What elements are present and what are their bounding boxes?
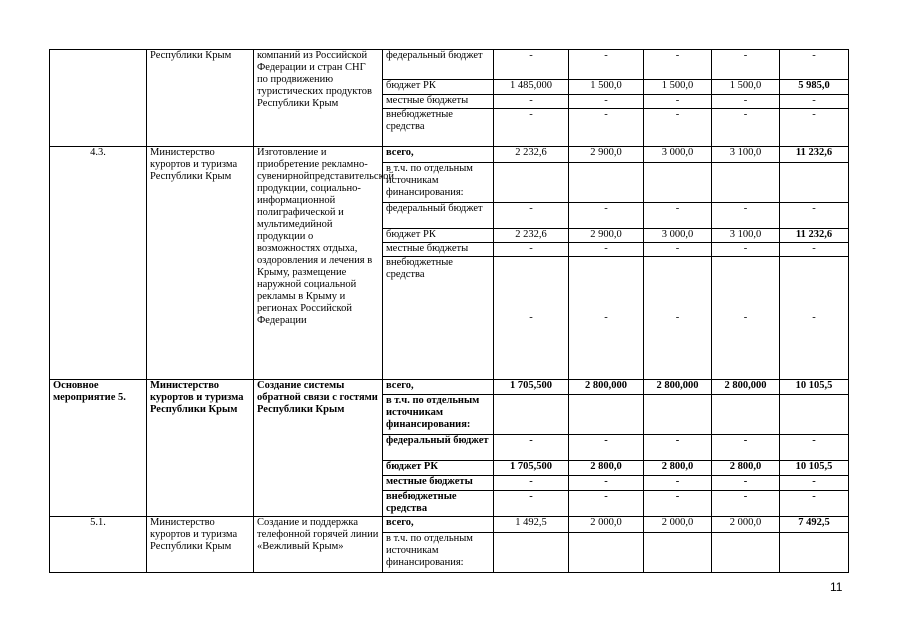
value-cell: - [569,109,644,147]
value-cell: - [494,50,569,80]
value-cell: - [712,95,780,109]
value-cell [494,395,569,435]
value-cell [712,395,780,435]
table-row [50,147,849,163]
value-cell: - [494,491,569,517]
description: Создание системы обратной связи с гостями Республики Крым [254,380,383,517]
funding-source: в т.ч. по отдельным источникам финансирования: [383,395,494,435]
item-number: 4.3. [50,147,147,380]
total-cell: 5 985,0 [780,80,849,95]
value-cell: - [644,243,712,257]
description: Создание и поддержка телефонной горячей линии «Вежливый Крым» [254,517,383,573]
value-cell: 3 100,0 [712,147,780,163]
value-cell: - [494,476,569,491]
total-cell: 7 492,5 [780,517,849,533]
item-number: Основное мероприятие 5. [50,380,147,517]
value-cell: - [644,491,712,517]
funding-source: бюджет РК [383,461,494,476]
value-cell: - [569,491,644,517]
value-cell: - [712,203,780,229]
value-cell: - [494,257,569,380]
value-cell: - [494,95,569,109]
value-cell: 2 800,0 [712,461,780,476]
value-cell: - [780,109,849,147]
total-cell: 11 232,6 [780,147,849,163]
value-cell: - [569,95,644,109]
value-cell: 2 800,0 [644,461,712,476]
value-cell: 1 500,0 [712,80,780,95]
value-cell: 1 705,500 [494,461,569,476]
value-cell: 2 000,0 [644,517,712,533]
value-cell: - [712,476,780,491]
page-number: 11 [830,580,843,594]
value-cell: - [712,243,780,257]
value-cell: - [712,491,780,517]
value-cell: 2 232,6 [494,147,569,163]
value-cell [712,533,780,573]
executor: Республики Крым [147,50,254,147]
funding-source: внебюджетные средства [383,491,494,517]
value-cell [780,163,849,203]
value-cell: 2 800,0 [569,461,644,476]
value-cell: 3 000,0 [644,147,712,163]
value-cell: - [569,203,644,229]
value-cell [780,533,849,573]
value-cell: 2 900,0 [569,229,644,243]
value-cell [569,163,644,203]
value-cell: 3 100,0 [712,229,780,243]
value-cell: - [569,243,644,257]
value-cell: - [494,435,569,461]
value-cell: 2 000,0 [712,517,780,533]
value-cell: 1 500,0 [569,80,644,95]
value-cell: 2 800,000 [712,380,780,395]
executor: Министерство курортов и туризма Республики Крым [147,147,254,380]
executor: Министерство курортов и туризма Республики Крым [147,380,254,517]
value-cell: 1 500,0 [644,80,712,95]
value-cell: - [780,203,849,229]
value-cell [712,163,780,203]
funding-source: всего, [383,147,494,163]
value-cell: 3 000,0 [644,229,712,243]
total-cell: 10 105,5 [780,380,849,395]
funding-source: федеральный бюджет [383,50,494,80]
table-row [50,517,849,533]
value-cell: - [644,257,712,380]
table-row [50,50,849,80]
total-cell: 10 105,5 [780,461,849,476]
value-cell: - [780,95,849,109]
funding-source: местные бюджеты [383,95,494,109]
value-cell: - [780,50,849,80]
executor: Министерство курортов и туризма Республики Крым [147,517,254,573]
value-cell: - [569,435,644,461]
value-cell: - [780,243,849,257]
value-cell: 1 485,000 [494,80,569,95]
total-cell: 11 232,6 [780,229,849,243]
funding-source: местные бюджеты [383,476,494,491]
value-cell [644,395,712,435]
value-cell [644,163,712,203]
value-cell [569,395,644,435]
value-cell: - [494,109,569,147]
funding-source: федеральный бюджет [383,203,494,229]
value-cell: - [712,435,780,461]
funding-source: бюджет РК [383,80,494,95]
value-cell: - [712,109,780,147]
funding-source: федеральный бюджет [383,435,494,461]
value-cell [494,163,569,203]
funding-source: всего, [383,380,494,395]
table-row [50,380,849,395]
value-cell: - [780,435,849,461]
value-cell: - [569,50,644,80]
funding-source: в т.ч. по отдельным источникам финансирования: [383,163,494,203]
value-cell: - [494,203,569,229]
funding-source: в т.ч. по отдельным источникам финансирования: [383,533,494,573]
value-cell: - [644,95,712,109]
funding-source: местные бюджеты [383,243,494,257]
value-cell: - [780,257,849,380]
description: компаний из Российской Федерации и стран СНГ по продвижению туристических продуктов Республики Крым [254,50,383,147]
description: Изготовление и приобретение рекламно-сувенирнойпредставительской продукции, социально-информационной полиграфической и мультимедийной продукции о возможностях отдыха, оздоровления и лечения в Крыму, размещение наружной социальной рекламы в Крыму и регионах Российской Федерации [254,147,383,380]
value-cell [494,533,569,573]
value-cell: - [644,203,712,229]
value-cell: - [644,109,712,147]
value-cell: 1 492,5 [494,517,569,533]
value-cell: - [494,243,569,257]
item-number: 5.1. [50,517,147,573]
value-cell: 2 232,6 [494,229,569,243]
value-cell [569,533,644,573]
funding-source: бюджет РК [383,229,494,243]
funding-source: внебюджетные средства [383,109,494,147]
value-cell [780,395,849,435]
value-cell: - [569,257,644,380]
value-cell: - [644,435,712,461]
value-cell: 1 705,500 [494,380,569,395]
value-cell: - [780,476,849,491]
value-cell: - [644,476,712,491]
value-cell: - [780,491,849,517]
funding-source: внебюджетные средства [383,257,494,380]
budget-table [49,49,849,573]
item-number [50,50,147,147]
value-cell: - [712,50,780,80]
value-cell: 2 800,000 [569,380,644,395]
funding-source: всего, [383,517,494,533]
value-cell [644,533,712,573]
value-cell: - [644,50,712,80]
value-cell: 2 000,0 [569,517,644,533]
value-cell: - [569,476,644,491]
value-cell: - [712,257,780,380]
value-cell: 2 900,0 [569,147,644,163]
value-cell: 2 800,000 [644,380,712,395]
